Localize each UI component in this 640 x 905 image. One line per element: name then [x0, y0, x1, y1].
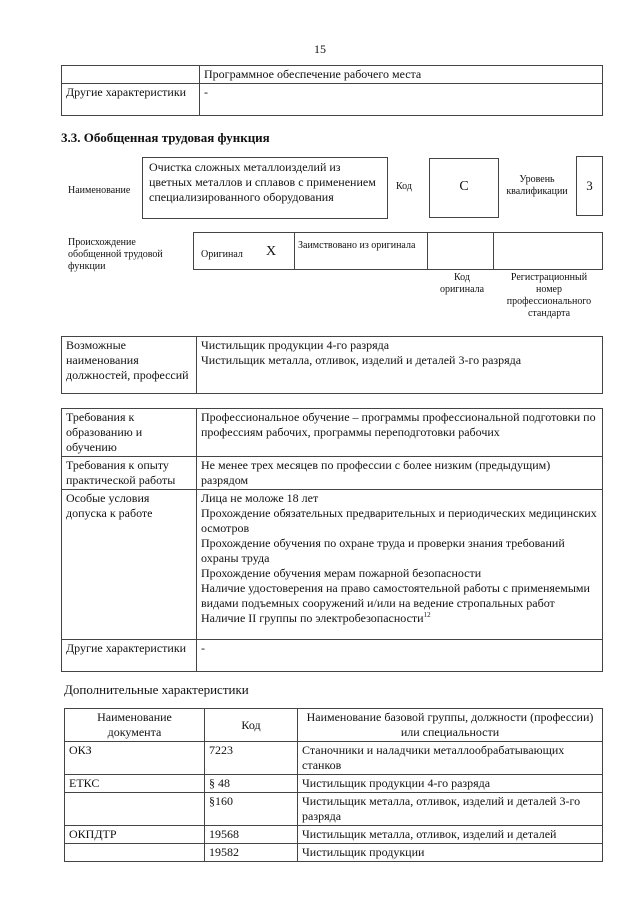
function-code-label: Код	[396, 181, 412, 192]
origin-divider-1	[294, 232, 295, 270]
requirement-line: -	[201, 641, 205, 655]
row-name: Чистильщик продукции	[298, 844, 603, 862]
origin-divider-3	[493, 232, 494, 270]
requirements-table	[61, 408, 603, 672]
top-table-row2-value: -	[200, 84, 603, 116]
row-doc: ОКПДТР	[65, 826, 205, 844]
other-characteristics-label: Другие характеристики	[62, 640, 197, 672]
additional-table	[64, 708, 603, 862]
row-name: Чистильщик металла, отливок, изделий и деталей 3-го разряда	[298, 793, 603, 826]
experience-value	[197, 457, 603, 490]
row-doc: ЕТКС	[65, 775, 205, 793]
origin-reg-caption: Регистрационный номер профессионального стандарта	[506, 272, 592, 319]
row-doc	[65, 793, 205, 826]
row-code: 19582	[205, 844, 298, 862]
admission-value	[197, 490, 603, 640]
qualification-level-label: Уровень квалификации	[506, 174, 568, 197]
top-table-row1-value: Программное обеспечение рабочего места	[200, 66, 603, 84]
positions-label: Возможные наименования должностей, профессий	[62, 337, 197, 394]
table-row	[65, 793, 603, 826]
top-table-row2-label: Другие характеристики	[62, 84, 200, 116]
function-name-value: Очистка сложных металлоизделий из цветных металлов и сплавов с применением специализированного оборудования	[142, 157, 388, 219]
requirement-line: Прохождение обязательных предварительных и периодических медицинских осмотров	[201, 506, 597, 535]
table-row	[65, 844, 603, 862]
admission-label: Особые условия допуска к работе	[62, 490, 197, 640]
top-table-empty-cell	[62, 66, 200, 84]
positions-values	[197, 337, 603, 394]
origin-label: Происхождение обобщенной трудовой функции	[68, 237, 163, 272]
table-row	[65, 826, 603, 844]
row-code: 7223	[205, 742, 298, 775]
requirement-line: Лица не моложе 18 лет	[201, 491, 319, 505]
row-code: §160	[205, 793, 298, 826]
requirement-line: Профессиональное обучение – программы профессиональной подготовки по профессиям рабочих, программы переподготовки рабочих	[201, 410, 596, 439]
requirement-line	[201, 611, 598, 626]
requirement-line: Наличие удостоверения на право самостоятельной работы с применяемыми видами подъемных сооружений и/или на ведение стропальных работ	[201, 581, 590, 610]
row-code: § 48	[205, 775, 298, 793]
requirement-line: Не менее трех месяцев по профессии с более низким (предыдущим) разрядом	[201, 458, 551, 487]
top-table	[61, 65, 603, 116]
row-name: Чистильщик продукции 4-го разряда	[298, 775, 603, 793]
origin-borrowed-label: Заимствовано из оригинала	[298, 240, 416, 251]
row-code: 19568	[205, 826, 298, 844]
requirement-line: Прохождение обучения мерам пожарной безопасности	[201, 566, 482, 580]
origin-original-label: Оригинал	[201, 249, 243, 260]
additional-title: Дополнительные характеристики	[64, 682, 249, 697]
row-name: Станочники и наладчики металлообрабатывающих станков	[298, 742, 603, 775]
requirement-line-text: Наличие II группы по электробезопасности	[201, 611, 424, 625]
position-line: Чистильщик металла, отливок, изделий и деталей 3-го разряда	[201, 353, 522, 367]
table-row	[65, 775, 603, 793]
origin-code-caption: Код оригинала	[439, 272, 485, 295]
row-doc	[65, 844, 205, 862]
education-value	[197, 409, 603, 457]
additional-header-doc: Наименование документа	[65, 709, 205, 742]
additional-header-code: Код	[205, 709, 298, 742]
section-title: 3.3. Обобщенная трудовая функция	[61, 130, 270, 145]
other-characteristics-value	[197, 640, 603, 672]
row-doc: ОКЗ	[65, 742, 205, 775]
origin-divider-2	[427, 232, 428, 270]
footnote-marker: 12	[423, 611, 431, 619]
function-code-value: C	[429, 158, 499, 218]
qualification-level-value: 3	[576, 156, 603, 216]
requirement-line: Прохождение обучения по охране труда и проверки знания требований охраны труда	[201, 536, 565, 565]
position-line: Чистильщик продукции 4-го разряда	[201, 338, 390, 352]
origin-original-mark: X	[266, 244, 277, 259]
function-name-label: Наименование	[68, 185, 131, 196]
positions-table	[61, 336, 603, 394]
page-number: 15	[314, 42, 326, 56]
row-name: Чистильщик металла, отливок, изделий и деталей	[298, 826, 603, 844]
education-label: Требования к образованию и обучению	[62, 409, 197, 457]
table-row	[65, 742, 603, 775]
additional-header-name: Наименование базовой группы, должности (профессии) или специальности	[298, 709, 603, 742]
experience-label: Требования к опыту практической работы	[62, 457, 197, 490]
